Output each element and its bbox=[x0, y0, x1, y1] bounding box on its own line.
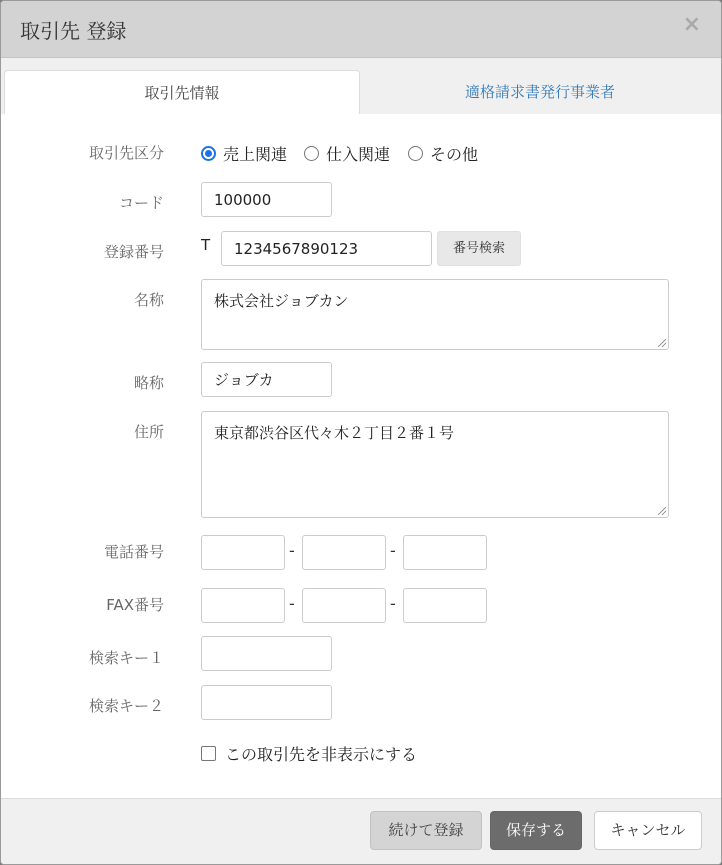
number-search-button[interactable]: 番号検索 bbox=[437, 231, 521, 266]
name-value: 株式会社ジョブカン bbox=[214, 292, 349, 310]
hide-partner-checkbox[interactable] bbox=[201, 746, 216, 761]
save-button[interactable]: 保存する bbox=[490, 811, 582, 850]
code-input[interactable]: 100000 bbox=[201, 182, 332, 217]
category-label: 取引先区分 bbox=[88, 144, 164, 162]
address-value: 東京都渋谷区代々木２丁目２番１号 bbox=[214, 424, 455, 442]
name-label: 名称 bbox=[133, 291, 164, 309]
radio-purchase[interactable] bbox=[304, 146, 319, 161]
tab-partner-info[interactable]: 取引先情報 bbox=[4, 70, 360, 114]
hide-partner-label[interactable]: この取引先を非表示にする bbox=[225, 745, 418, 764]
search-key1-input[interactable] bbox=[201, 636, 332, 671]
phone-input-2[interactable] bbox=[302, 535, 386, 570]
phone-label: 電話番号 bbox=[103, 543, 164, 561]
radio-sales[interactable] bbox=[201, 146, 216, 161]
continue-register-button[interactable]: 続けて登録 bbox=[370, 811, 482, 850]
radio-other-label[interactable]: その他 bbox=[430, 145, 479, 164]
short-name-input[interactable]: ジョブカ bbox=[201, 362, 332, 397]
dialog-title: 取引先 登録 bbox=[20, 19, 127, 43]
radio-purchase-label[interactable]: 仕入関連 bbox=[326, 145, 391, 164]
radio-other[interactable] bbox=[408, 146, 423, 161]
registration-prefix: T bbox=[201, 236, 211, 254]
tab-qualified-invoice-issuer[interactable]: 適格請求書発行事業者 bbox=[464, 83, 615, 101]
dialog-footer bbox=[1, 798, 721, 864]
fax-separator: - bbox=[289, 594, 295, 613]
phone-separator: - bbox=[289, 541, 295, 560]
name-textarea[interactable] bbox=[201, 279, 669, 350]
address-textarea[interactable] bbox=[201, 411, 669, 518]
fax-label: FAX番号 bbox=[106, 596, 164, 614]
resize-handle-icon[interactable] bbox=[658, 507, 666, 515]
close-icon[interactable]: × bbox=[682, 12, 701, 37]
short-name-label: 略称 bbox=[133, 374, 164, 392]
tab-bar bbox=[1, 58, 721, 114]
code-label: コード bbox=[118, 194, 164, 212]
search-key2-label: 検索キー２ bbox=[88, 697, 164, 715]
fax-input-2[interactable] bbox=[302, 588, 386, 623]
fax-input-1[interactable] bbox=[201, 588, 285, 623]
address-label: 住所 bbox=[133, 423, 164, 441]
search-key2-input[interactable] bbox=[201, 685, 332, 720]
resize-handle-icon[interactable] bbox=[658, 339, 666, 347]
fax-input-3[interactable] bbox=[403, 588, 487, 623]
registration-number-label: 登録番号 bbox=[103, 243, 164, 261]
dialog-header bbox=[1, 1, 721, 58]
cancel-button[interactable]: キャンセル bbox=[594, 811, 702, 850]
fax-separator: - bbox=[390, 594, 396, 613]
phone-input-3[interactable] bbox=[403, 535, 487, 570]
registration-number-input[interactable]: 1234567890123 bbox=[221, 231, 432, 266]
radio-sales-label[interactable]: 売上関連 bbox=[223, 145, 288, 164]
search-key1-label: 検索キー１ bbox=[88, 649, 164, 667]
phone-separator: - bbox=[390, 541, 396, 560]
phone-input-1[interactable] bbox=[201, 535, 285, 570]
